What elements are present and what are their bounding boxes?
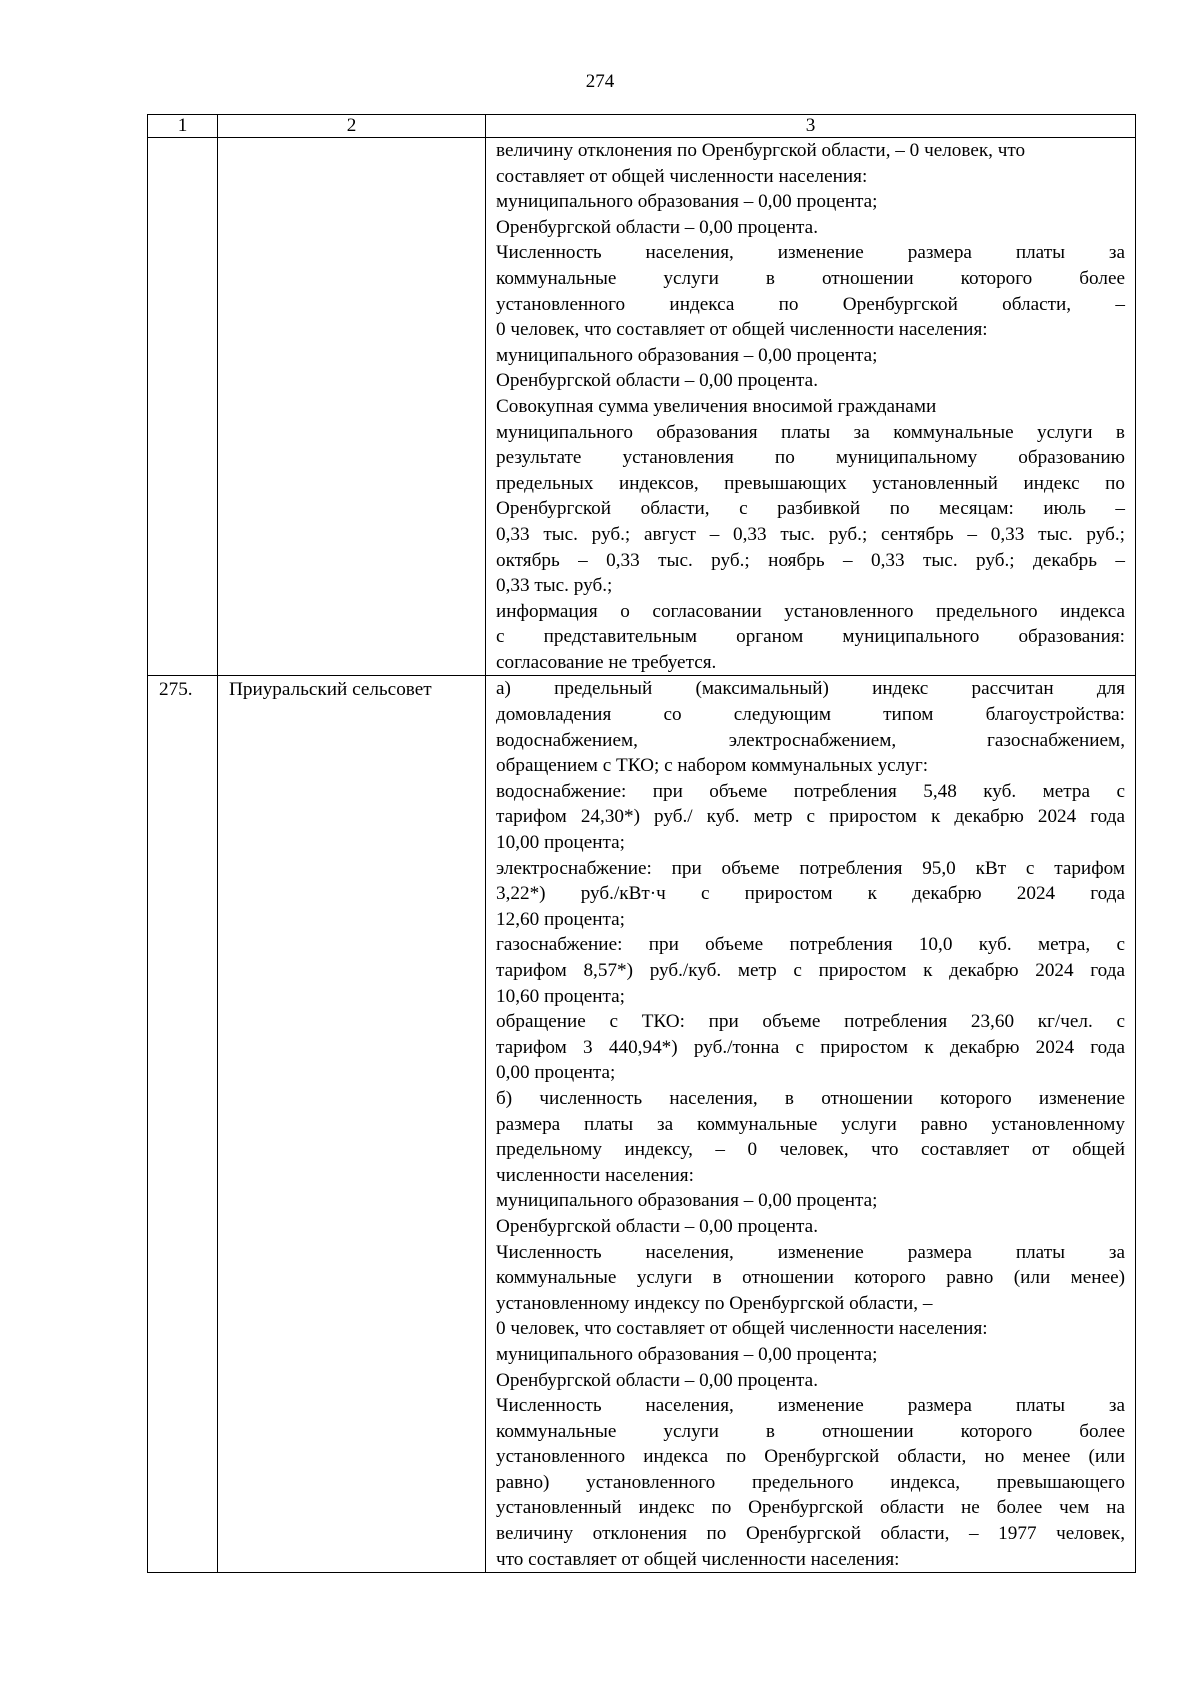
text-line: составляет от общей численности населения: bbox=[496, 165, 868, 187]
row-number-cell: 275. bbox=[148, 676, 218, 1573]
text-line: электроснабжение: при объеме потребления 95,0 кВт с тарифом bbox=[496, 857, 1125, 879]
text-line: тарифом 8,57*) руб./куб. метр с приростом к декабрю 2024 года bbox=[496, 960, 1125, 981]
text-line: Оренбургской области – 0,00 процента. bbox=[496, 370, 818, 392]
text-line: тарифом 24,30*) руб./ куб. метр с приростом к декабрю 2024 года bbox=[496, 806, 1125, 828]
text-line: газоснабжение: при объеме потребления 10,0 куб. метра, с bbox=[496, 934, 1125, 956]
text-line: предельному индексу, – 0 человек, что составляет от общей bbox=[496, 1139, 1125, 1161]
text-line: коммунальные услуги в отношении которого более bbox=[496, 1420, 1125, 1442]
text-line: 0,33 тыс. руб.; август – 0,33 тыс. руб.; сентябрь – 0,33 тыс. руб.; bbox=[496, 523, 1125, 545]
column-header-3: 3 bbox=[486, 115, 1136, 138]
text-line: обращением с ТКО; с набором коммунальных услуг: bbox=[496, 755, 929, 777]
row-description-cell bbox=[486, 676, 1136, 1573]
text-line: Оренбургской области, с разбивкой по месяцам: июль – bbox=[496, 498, 1125, 520]
text-line: 0 человек, что составляет от общей численности населения: bbox=[496, 1318, 988, 1340]
text-line: муниципального образования – 0,00 процента; bbox=[496, 344, 878, 366]
data-table bbox=[147, 114, 1136, 1573]
column-header-2: 2 bbox=[218, 115, 486, 138]
text-line: согласование не требуется. bbox=[496, 651, 717, 673]
text-line: водоснабжением, электроснабжением, газоснабжением, bbox=[496, 729, 1125, 751]
text-line: что составляет от общей численности населения: bbox=[496, 1548, 900, 1570]
text-line: б) численность населения, в отношении которого изменение bbox=[496, 1087, 1125, 1109]
text-line: установленному индексу по Оренбургской области, – bbox=[496, 1292, 933, 1314]
text-line: равно) установленного предельного индекса, превышающего bbox=[496, 1471, 1125, 1493]
text-line: установленного индекса по Оренбургской области, но менее (или bbox=[496, 1446, 1125, 1468]
text-line: результате установления по муниципальному образованию bbox=[496, 447, 1125, 469]
text-line: Численность населения, изменение размера платы за bbox=[496, 1241, 1125, 1263]
text-line: величину отклонения по Оренбургской области, – 1977 человек, bbox=[496, 1523, 1125, 1545]
text-line: домовладения со следующим типом благоустройства: bbox=[496, 704, 1125, 726]
text-line: коммунальные услуги в отношении которого равно (или менее) bbox=[496, 1267, 1125, 1289]
table-row-continuation bbox=[148, 138, 1136, 676]
text-line: 12,60 процента; bbox=[496, 908, 625, 930]
text-line: установленный индекс по Оренбургской области не более чем на bbox=[496, 1497, 1125, 1519]
text-line: 10,60 процента; bbox=[496, 985, 625, 1007]
text-line: октябрь – 0,33 тыс. руб.; ноябрь – 0,33 тыс. руб.; декабрь – bbox=[496, 549, 1125, 571]
text-line: 0,00 процента; bbox=[496, 1062, 616, 1084]
text-line: Численность населения, изменение размера платы за bbox=[496, 242, 1125, 264]
table-header-row bbox=[148, 115, 1136, 138]
page-number: 274 bbox=[585, 71, 615, 92]
text-line: муниципального образования платы за коммунальные услуги в bbox=[496, 421, 1125, 443]
text-line: коммунальные услуги в отношении которого более bbox=[496, 267, 1125, 289]
row-number-cell bbox=[148, 138, 218, 676]
text-line: установленного индекса по Оренбургской области, – bbox=[496, 293, 1125, 315]
text-line: 0,33 тыс. руб.; bbox=[496, 575, 613, 597]
text-line: Оренбургской области – 0,00 процента. bbox=[496, 216, 818, 238]
text-line: с представительным органом муниципального образования: bbox=[496, 626, 1125, 648]
text-line: муниципального образования – 0,00 процента; bbox=[496, 1343, 878, 1365]
row-name-cell bbox=[218, 138, 486, 676]
column-header-1: 1 bbox=[148, 115, 218, 138]
text-line: величину отклонения по Оренбургской области, – 0 человек, что bbox=[496, 140, 1026, 161]
text-line: тарифом 3 440,94*) руб./тонна с приростом к декабрю 2024 года bbox=[496, 1036, 1125, 1058]
text-line: численности населения: bbox=[496, 1164, 694, 1186]
text-line: обращение с ТКО: при объеме потребления 23,60 кг/чел. с bbox=[496, 1011, 1125, 1033]
text-line: Оренбургской области – 0,00 процента. bbox=[496, 1215, 818, 1237]
row-description-cell bbox=[486, 138, 1136, 676]
text-line: размера платы за коммунальные услуги равно установленному bbox=[496, 1113, 1125, 1135]
text-line: предельных индексов, превышающих установленный индекс по bbox=[496, 472, 1125, 494]
text-line: 10,00 процента; bbox=[496, 832, 625, 854]
row-name-cell: Приуральский сельсовет bbox=[218, 676, 486, 1573]
text-line: 0 человек, что составляет от общей численности населения: bbox=[496, 319, 988, 341]
text-line: а) предельный (максимальный) индекс рассчитан для bbox=[496, 678, 1125, 700]
text-line: муниципального образования – 0,00 процента; bbox=[496, 1190, 878, 1212]
text-line: Оренбургской области – 0,00 процента. bbox=[496, 1369, 818, 1391]
text-line: информация о согласовании установленного предельного индекса bbox=[496, 600, 1125, 622]
table-row-275 bbox=[148, 676, 1136, 1573]
text-line: водоснабжение: при объеме потребления 5,48 куб. метра с bbox=[496, 780, 1125, 802]
text-line: 3,22*) руб./кВт·ч с приростом к декабрю 2024 года bbox=[496, 883, 1125, 905]
text-line: Совокупная сумма увеличения вносимой гражданами bbox=[496, 395, 937, 417]
text-line: Численность населения, изменение размера платы за bbox=[496, 1395, 1125, 1417]
text-line: муниципального образования – 0,00 процента; bbox=[496, 191, 878, 213]
